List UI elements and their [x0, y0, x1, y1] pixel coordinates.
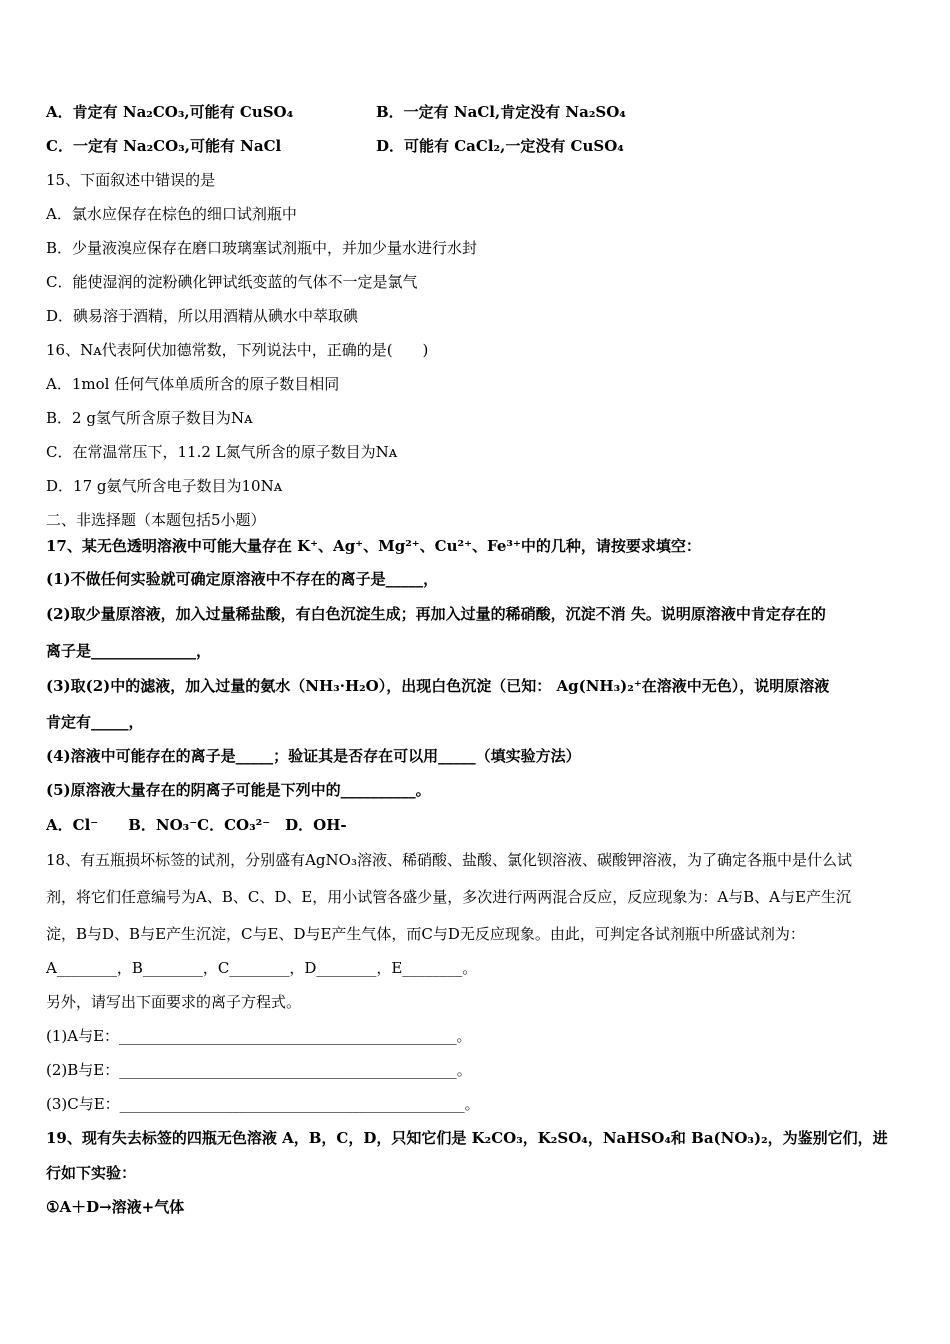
q14-option-b: B．一定有 NaCl,肯定没有 Na₂SO₄: [376, 103, 626, 121]
q17-part5: (5)原溶液大量存在的阴离子可能是下列中的__________。: [46, 781, 431, 799]
q15-option-b: B．少量液溴应保存在磨口玻璃塞试剂瓶中，并加少量水进行水封: [46, 239, 478, 257]
q18-line3: 淀，B与D、B与E产生沉淀，C与E、D与E产生气体，而C与D无反应现象。由此，可判定各试剂瓶中所盛试剂为：: [46, 925, 805, 943]
q18-equation-1: (1)A与E：_____________________________________________。: [46, 1027, 472, 1045]
q18-line1: 18、有五瓶损坏标签的试剂，分别盛有AgNO₃溶液、稀硝酸、盐酸、氯化钡溶液、碳酸钾溶液，为了确定各瓶中是什么试: [46, 851, 852, 869]
q17-part3-line2: 肯定有_____，: [46, 713, 144, 731]
q18-instruction: 另外，请写出下面要求的离子方程式。: [46, 993, 302, 1011]
q16-option-b: B．2 g氢气所含原子数目为Nᴀ: [46, 409, 253, 427]
q15-option-d: D．碘易溶于酒精，所以用酒精从碘水中萃取碘: [46, 307, 359, 325]
q19-line2: 行如下实验：: [46, 1164, 137, 1182]
q16-option-d: D．17 g氨气所含电子数目为10Nᴀ: [46, 477, 283, 495]
q16-option-c: C．在常温常压下，11.2 L氮气所含的原子数目为Nᴀ: [46, 443, 398, 461]
q16-option-a: A．1mol 任何气体单质所含的原子数目相同: [46, 375, 340, 393]
q17-part4: (4)溶液中可能存在的离子是_____；验证其是否存在可以用_____（填实验方法）: [46, 747, 581, 765]
q15-stem: 15、下面叙述中错误的是: [46, 171, 216, 189]
q17-part2-line1: (2)取少量原溶液，加入过量稀盐酸，有白色沉淀生成；再加入过量的稀硝酸，沉淀不消 失。说明原溶液中肯定存在的: [46, 605, 826, 623]
q14-option-d: D．可能有 CaCl₂,一定没有 CuSO₄: [376, 137, 624, 155]
q14-option-c: C．一定有 Na₂CO₃,可能有 NaCl: [46, 137, 282, 155]
q19-line3: ①A＋D→溶液+气体: [46, 1198, 185, 1216]
q18-answer-line: A________，B________，C________，D________，E________。: [46, 959, 478, 977]
q17-part2-line2: 离子是______________，: [46, 642, 212, 660]
q17-stem: 17、某无色透明溶液中可能大量存在 K⁺、Ag⁺、Mg²⁺、Cu²⁺、Fe³⁺中的几种，请按要求填空：: [46, 537, 701, 555]
q14-option-a: A．肯定有 Na₂CO₃,可能有 CuSO₄: [46, 103, 294, 121]
q17-part1: (1)不做任何实验就可确定原溶液中不存在的离子是_____，: [46, 570, 439, 588]
q18-equation-2: (2)B与E：_____________________________________________。: [46, 1061, 472, 1079]
q18-line2: 剂，将它们任意编号为A、B、C、D、E，用小试管各盛少量，多次进行两两混合反应，反应现象为：A与B、A与E产生沉: [46, 888, 851, 906]
q19-line1: 19、现有失去标签的四瓶无色溶液 A，B，C，D，只知它们是 K₂CO₃，K₂SO₄，NaHSO₄和 Ba(NO₃)₂，为鉴别它们，进: [46, 1129, 888, 1147]
q15-option-c: C．能使湿润的淀粉碘化钾试纸变蓝的气体不一定是氯气: [46, 273, 418, 291]
q15-option-a: A．氯水应保存在棕色的细口试剂瓶中: [46, 205, 297, 223]
q17-options: A．Cl⁻ B．NO₃⁻C．CO₃²⁻ D．OH-: [46, 816, 347, 834]
q18-equation-3: (3)C与E：______________________________________________。: [46, 1095, 480, 1113]
q17-part3-line1: (3)取(2)中的滤液，加入过量的氨水（NH₃·H₂O），出现白色沉淀（已知： Ag(NH₃)₂⁺在溶液中无色），说明原溶液: [46, 677, 830, 695]
section-heading: 二、非选择题（本题包括5小题）: [46, 511, 266, 529]
q16-stem: 16、Nᴀ代表阿伏加德常数，下列说法中，正确的是( ): [46, 341, 429, 359]
